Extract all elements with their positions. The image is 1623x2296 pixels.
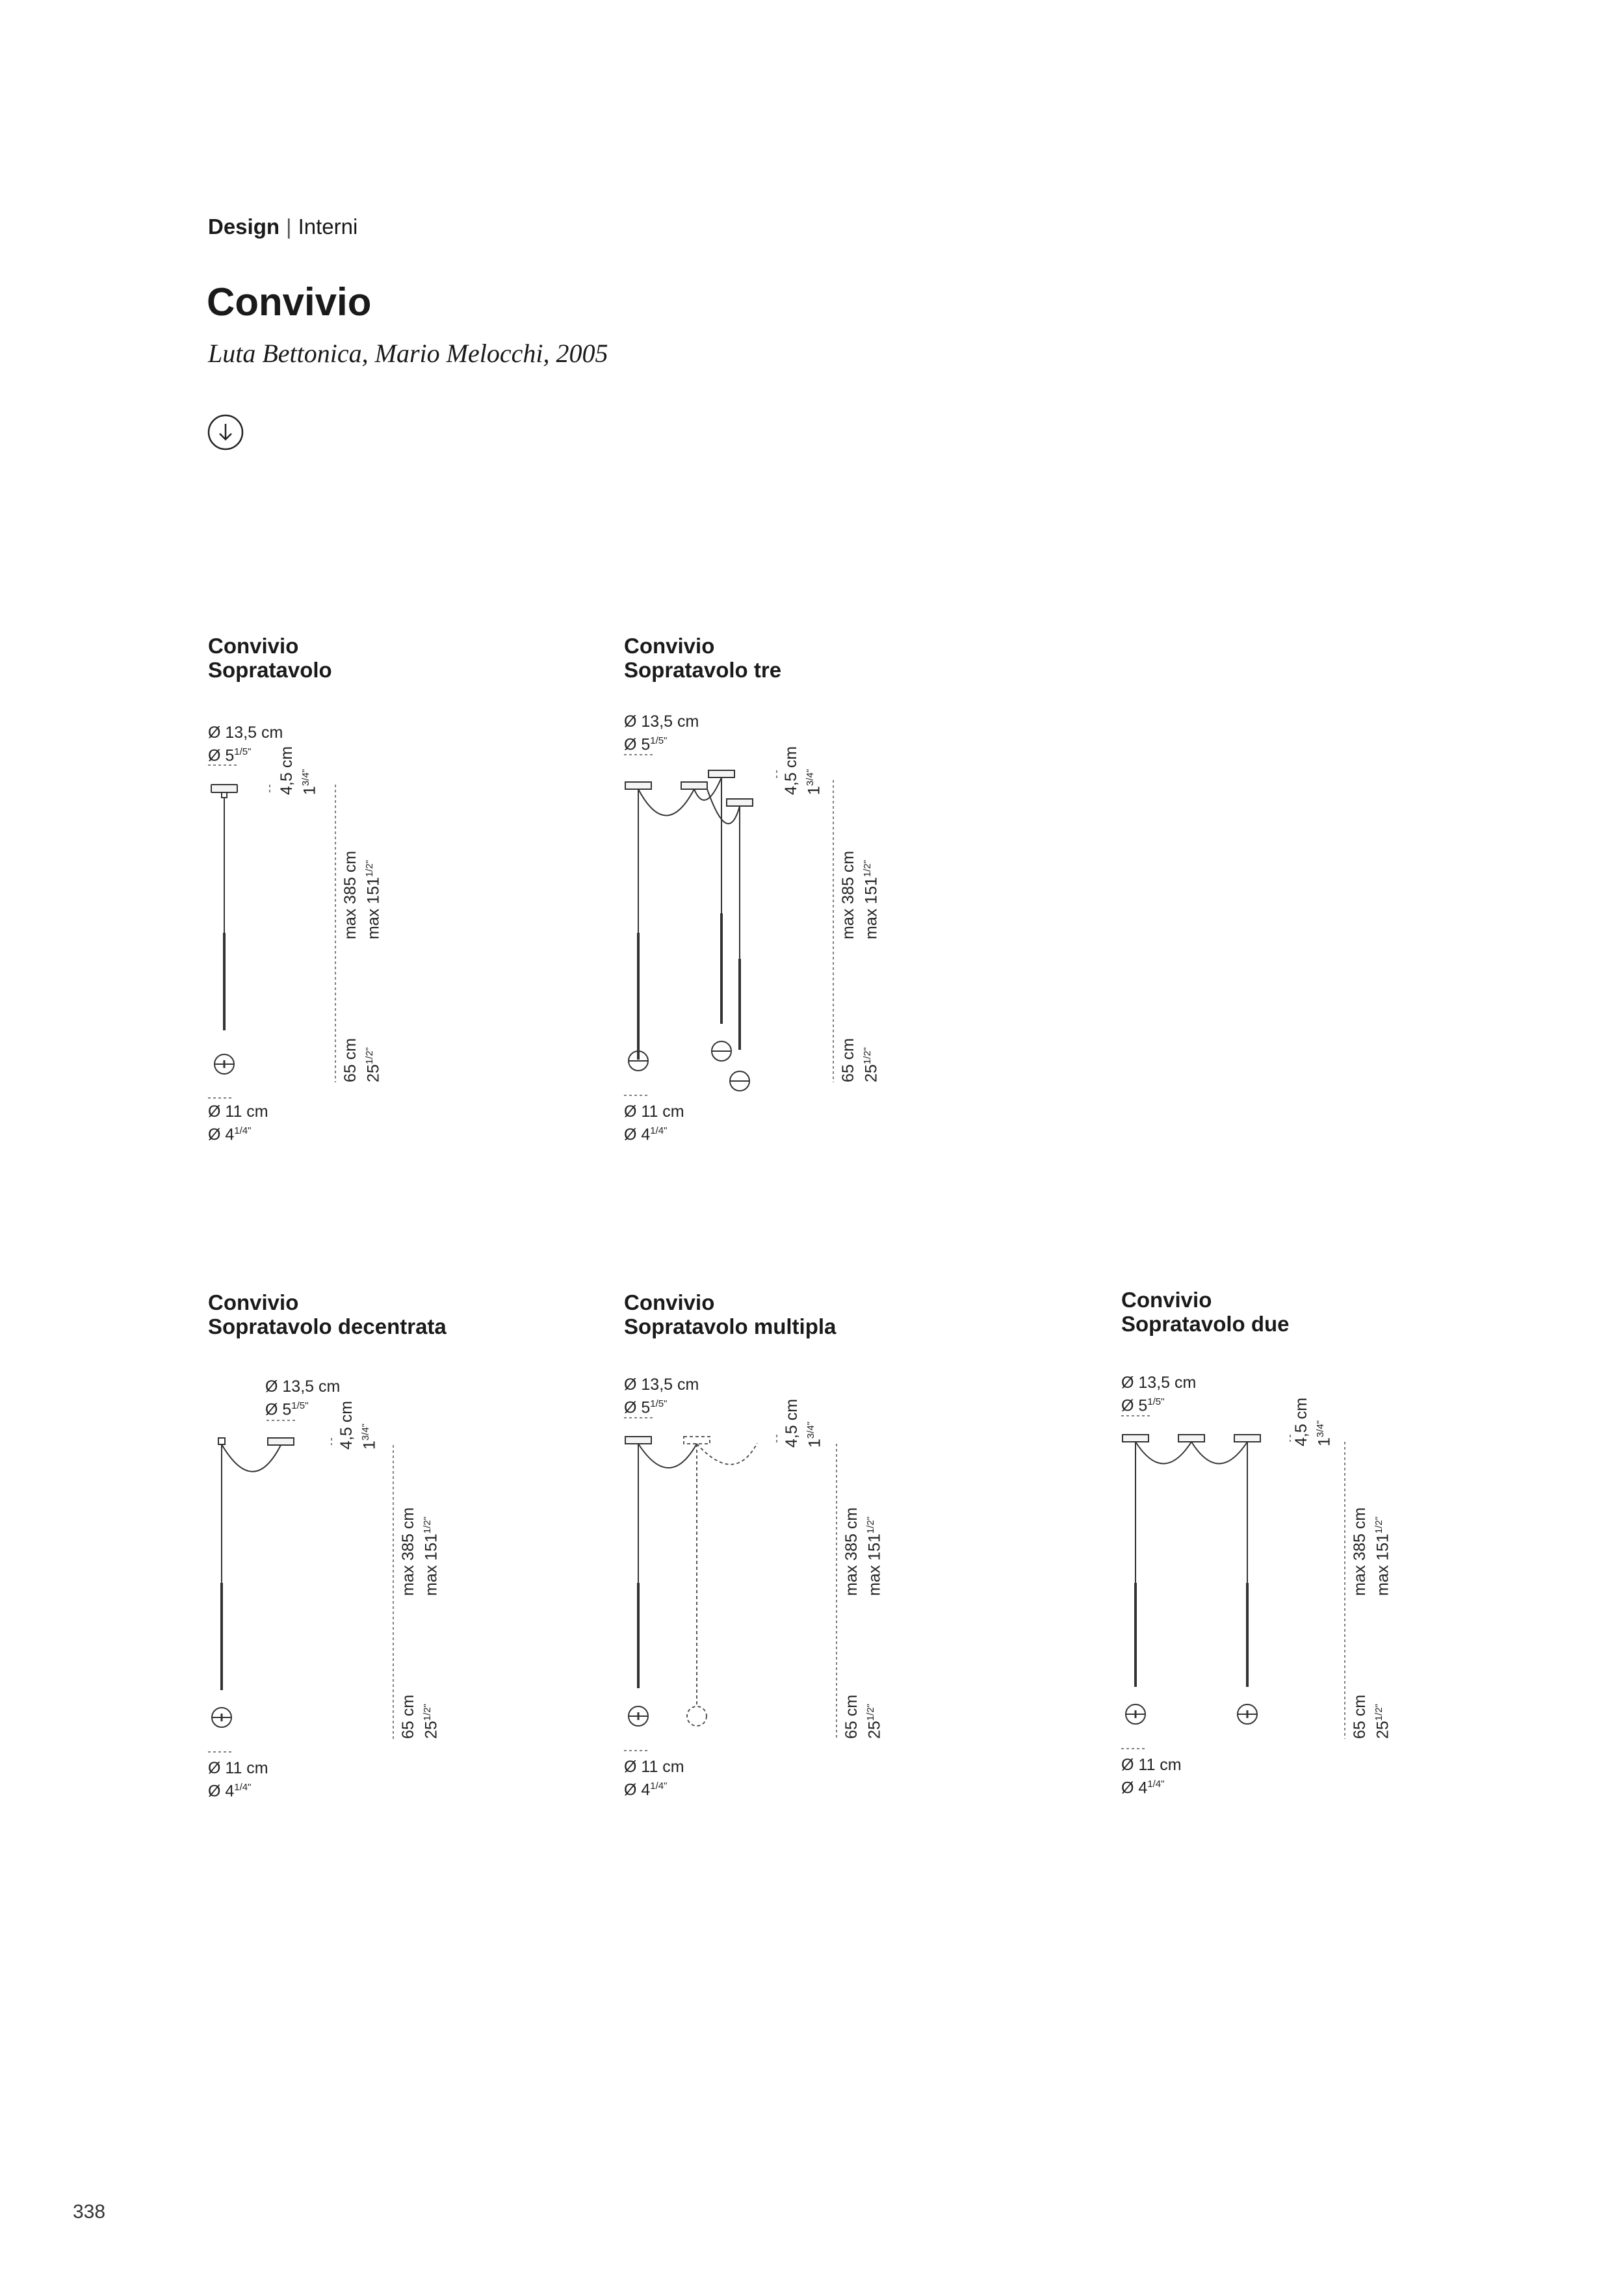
product-sopratavolo-tre xyxy=(624,634,923,1154)
max-length-cm: max 385 cm xyxy=(839,850,857,939)
product-sopratavolo-due xyxy=(1121,1290,1420,1810)
min-length-cm: 65 cm xyxy=(399,1694,417,1739)
base-height-cm: 4,5 cm xyxy=(337,1400,356,1450)
product-variant: Sopratavolo xyxy=(208,658,332,682)
base-diameter-cm: Ø 13,5 cm xyxy=(624,712,699,731)
base-diameter-in: Ø $5^{1/5"}$ xyxy=(1121,1396,1165,1415)
product-name: Convivio xyxy=(208,1290,299,1314)
page-number: 338 xyxy=(73,2201,106,2223)
base-height-in: $1^{3/4"}$ xyxy=(360,1423,379,1450)
lamp-diameter-cm: Ø 11 cm xyxy=(208,1759,268,1777)
product-sopratavolo-multipla xyxy=(624,1290,923,1810)
base-diameter-cm: Ø 13,5 cm xyxy=(265,1377,341,1396)
product-name: Convivio xyxy=(624,1290,715,1314)
product-name: Convivio xyxy=(208,634,299,658)
lamp-diameter-in: Ø $4^{1/4"}$ xyxy=(208,1782,252,1801)
lamp-diameter-cm: Ø 11 cm xyxy=(624,1758,684,1776)
base-height-cm: 4,5 cm xyxy=(1292,1397,1310,1446)
base-height-in: $1^{3/4"}$ xyxy=(1315,1420,1334,1446)
base-height-in: $1^{3/4"}$ xyxy=(805,1421,824,1448)
min-length-cm: 65 cm xyxy=(1351,1694,1369,1739)
lamp-diameter-in: Ø $4^{1/4"}$ xyxy=(208,1125,252,1144)
designers-credit: Luta Bettonica, Mario Melocchi, 2005 xyxy=(208,339,608,368)
max-length-cm: max 385 cm xyxy=(399,1507,417,1596)
base-diameter-cm: Ø 13,5 cm xyxy=(1121,1374,1197,1392)
max-length-cm: max 385 cm xyxy=(842,1507,861,1596)
lamp-diameter-cm: Ø 11 cm xyxy=(1121,1756,1182,1774)
breadcrumb-section[interactable]: Design xyxy=(208,215,280,239)
base-diameter-cm: Ø 13,5 cm xyxy=(208,724,283,742)
breadcrumb-category[interactable]: Interni xyxy=(298,215,358,239)
product-variant: Sopratavolo due xyxy=(1121,1312,1290,1336)
breadcrumb xyxy=(208,215,357,239)
page-title: Convivio xyxy=(207,280,372,324)
min-length-in: $25^{1/2"}$ xyxy=(1373,1704,1392,1739)
base-height-cm: 4,5 cm xyxy=(783,1398,801,1448)
base-height-cm: 4,5 cm xyxy=(782,746,800,795)
product-name: Convivio xyxy=(1121,1288,1212,1312)
base-height-in: $1^{3/4"}$ xyxy=(300,768,319,795)
min-length-in: $25^{1/2"}$ xyxy=(862,1047,881,1082)
product-sopratavolo-decentrata xyxy=(208,1290,468,1810)
product-variant: Sopratavolo decentrata xyxy=(208,1314,447,1338)
min-length-in: $25^{1/2"}$ xyxy=(364,1047,383,1082)
product-variant: Sopratavolo tre xyxy=(624,658,782,682)
base-height-cm: 4,5 cm xyxy=(278,746,296,795)
min-length-cm: 65 cm xyxy=(341,1037,359,1082)
min-length-cm: 65 cm xyxy=(839,1037,857,1082)
max-length-cm: max 385 cm xyxy=(341,850,359,939)
base-diameter-in: Ø $5^{1/5"}$ xyxy=(624,1398,668,1417)
product-sopratavolo xyxy=(208,634,403,1154)
download-arrow-icon[interactable] xyxy=(207,413,244,451)
max-length-in: $\max 151^{1/2"}$ xyxy=(422,1516,441,1596)
lamp-diameter-cm: Ø 11 cm xyxy=(208,1102,268,1121)
min-length-cm: 65 cm xyxy=(842,1694,861,1739)
base-diameter-in: Ø $5^{1/5"}$ xyxy=(208,746,252,765)
max-length-cm: max 385 cm xyxy=(1351,1507,1369,1596)
product-variant: Sopratavolo multipla xyxy=(624,1314,837,1338)
product-name: Convivio xyxy=(624,634,715,658)
lamp-diameter-in: Ø $4^{1/4"}$ xyxy=(1121,1779,1165,1797)
max-length-in: $\max 151^{1/2"}$ xyxy=(1373,1516,1392,1596)
max-length-in: $\max 151^{1/2"}$ xyxy=(862,859,881,939)
lamp-diameter-in: Ø $4^{1/4"}$ xyxy=(624,1125,668,1144)
max-length-in: $\max 151^{1/2"}$ xyxy=(865,1516,884,1596)
base-diameter-cm: Ø 13,5 cm xyxy=(624,1376,699,1394)
base-diameter-in: Ø $5^{1/5"}$ xyxy=(624,735,668,754)
max-length-in: $\max 151^{1/2"}$ xyxy=(364,859,383,939)
lamp-diameter-in: Ø $4^{1/4"}$ xyxy=(624,1781,668,1799)
base-diameter-in: Ø $5^{1/5"}$ xyxy=(265,1400,309,1419)
lamp-diameter-cm: Ø 11 cm xyxy=(624,1102,684,1121)
base-height-in: $1^{3/4"}$ xyxy=(805,768,824,795)
min-length-in: $25^{1/2"}$ xyxy=(422,1704,441,1739)
min-length-in: $25^{1/2"}$ xyxy=(865,1704,884,1739)
breadcrumb-separator: | xyxy=(286,215,292,239)
